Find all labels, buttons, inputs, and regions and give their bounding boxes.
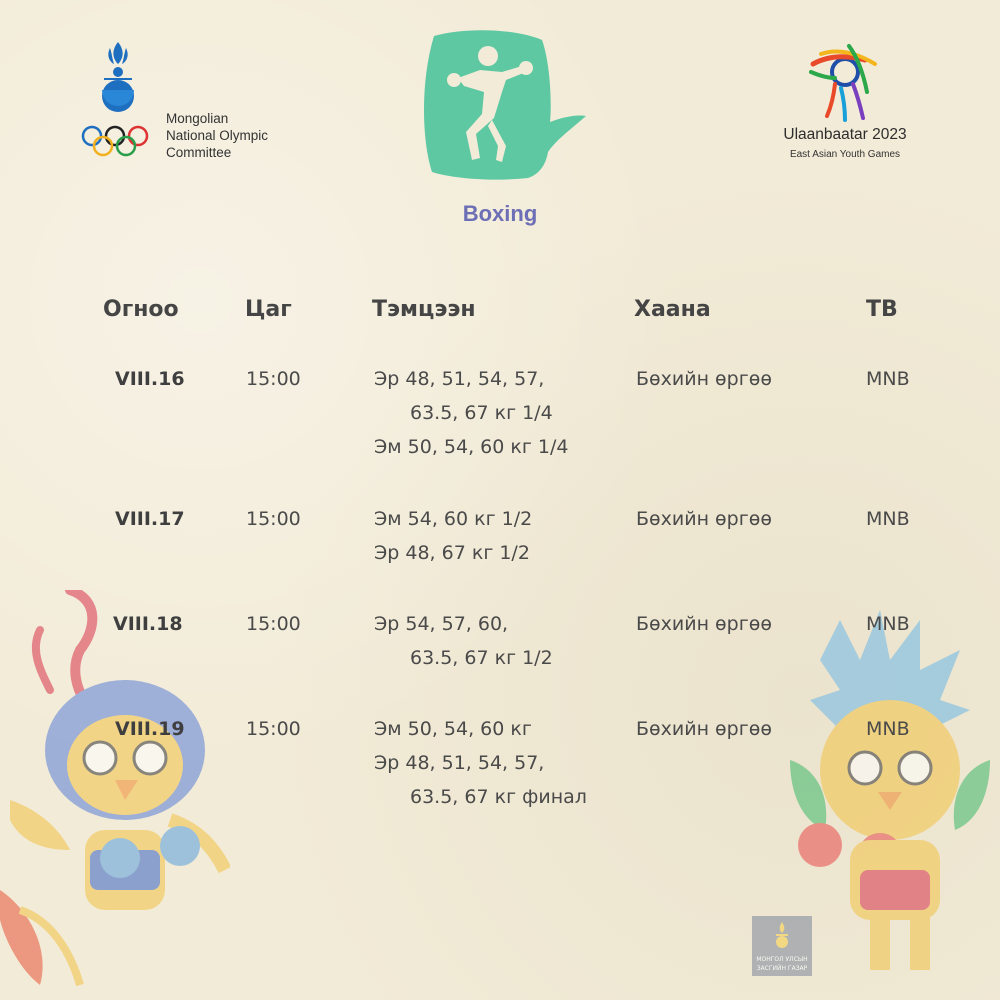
row3-tv: MNB (866, 613, 910, 635)
mascot-left (0, 590, 230, 990)
header-venue: Хаана (634, 297, 711, 322)
row2-venue: Бөхийн өргөө (636, 508, 772, 530)
row1-event-line3: Эм 50, 54, 60 кг 1/4 (374, 436, 569, 458)
row1-event-line2: 63.5, 67 кг 1/4 (410, 402, 553, 424)
row2-date: VIII.17 (115, 508, 185, 530)
row4-event (374, 712, 587, 814)
row3-event-line2: 63.5, 67 кг 1/2 (410, 647, 553, 669)
row2-tv: MNB (866, 508, 910, 530)
row2-event-line2: Эр 48, 67 кг 1/2 (374, 542, 530, 564)
header-time: Цаг (245, 297, 292, 322)
eayg-subtitle: East Asian Youth Games (789, 149, 901, 160)
seal-line1: МОНГОЛ УЛСЫН (756, 956, 808, 963)
row1-tv: MNB (866, 368, 910, 390)
mnoc-logo (80, 38, 300, 168)
row4-event-line1: Эм 50, 54, 60 кг (374, 718, 532, 740)
row4-tv: MNB (866, 718, 910, 740)
mnoc-line1: Mongolian (166, 111, 229, 126)
row1-event-line1: Эр 48, 51, 54, 57, (374, 368, 545, 390)
row4-date: VIII.19 (115, 718, 185, 740)
row4-event-line3: 63.5, 67 кг финал (410, 786, 587, 808)
row1-venue: Бөхийн өргөө (636, 368, 772, 390)
government-seal (752, 916, 812, 976)
boxing-pictogram-icon (410, 22, 590, 182)
boxing-pictogram (410, 22, 590, 182)
mascot-right (780, 600, 1000, 990)
row3-time: 15:00 (246, 613, 301, 635)
row3-event-line1: Эр 54, 57, 60, (374, 613, 509, 635)
eayg-rings-icon (805, 42, 885, 122)
eayg-logo (770, 40, 920, 170)
row1-date: VIII.16 (115, 368, 185, 390)
row4-venue: Бөхийн өргөө (636, 718, 772, 740)
row3-venue: Бөхийн өргөө (636, 613, 772, 635)
row4-time: 15:00 (246, 718, 301, 740)
row1-time: 15:00 (246, 368, 301, 390)
row4-event-line2: Эр 48, 51, 54, 57, (374, 752, 545, 774)
header-event: Тэмцээн (372, 297, 476, 322)
mnoc-name (166, 110, 268, 161)
government-seal-icon (772, 922, 792, 952)
header-tv: ТВ (866, 297, 898, 322)
mnoc-line3: Committee (166, 145, 232, 160)
row2-time: 15:00 (246, 508, 301, 530)
seal-line2: ЗАСГИЙН ГАЗАР (756, 965, 808, 972)
row1-event (374, 362, 568, 464)
eayg-title: Ulaanbaatar 2023 (783, 126, 907, 143)
row3-date: VIII.18 (113, 613, 183, 635)
row2-event-line1: Эм 54, 60 кг 1/2 (374, 508, 533, 530)
row2-event (374, 502, 532, 570)
mnoc-line2: National Olympic (166, 128, 269, 143)
olympic-rings-icon (80, 122, 160, 162)
row3-event (374, 607, 553, 675)
sport-title: Boxing (462, 201, 538, 226)
header-date: Огноо (103, 297, 179, 322)
